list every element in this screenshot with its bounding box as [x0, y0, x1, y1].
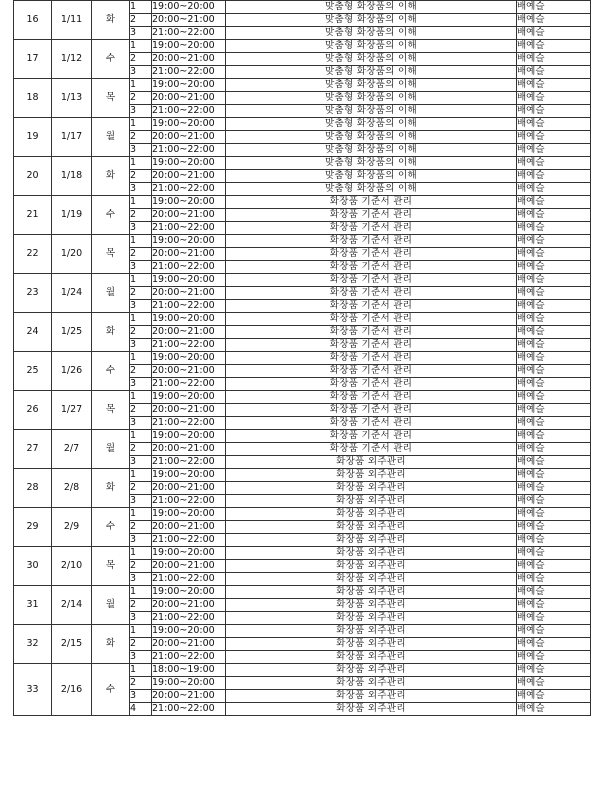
session-topic: 맞춤형 화장품의 이해 — [226, 66, 517, 79]
session-topic: 화장품 외주관리 — [226, 495, 517, 508]
session-topic: 화장품 외주관리 — [226, 599, 517, 612]
session-topic: 화장품 기준서 관리 — [226, 365, 517, 378]
session-topic: 화장품 기준서 관리 — [226, 326, 517, 339]
session-instructor: 배예슬 — [517, 443, 591, 456]
session-time: 20:00~21:00 — [152, 131, 226, 144]
session-instructor: 배예슬 — [517, 14, 591, 27]
session-topic: 맞춤형 화장품의 이해 — [226, 144, 517, 157]
session-number: 3 — [130, 690, 152, 703]
session-number: 2 — [130, 248, 152, 261]
lesson-date: 1/18 — [52, 157, 92, 196]
session-topic: 맞춤형 화장품의 이해 — [226, 53, 517, 66]
session-time: 20:00~21:00 — [152, 14, 226, 27]
lesson-date: 2/16 — [52, 664, 92, 716]
table-row — [14, 40, 591, 53]
lesson-date: 2/9 — [52, 508, 92, 547]
lesson-number: 19 — [14, 118, 52, 157]
lesson-number: 29 — [14, 508, 52, 547]
lesson-weekday: 화 — [92, 313, 130, 352]
session-instructor: 배예슬 — [517, 365, 591, 378]
table-row — [14, 79, 591, 92]
session-time: 19:00~20:00 — [152, 677, 226, 690]
session-number: 3 — [130, 456, 152, 469]
session-number: 2 — [130, 560, 152, 573]
session-topic: 화장품 기준서 관리 — [226, 313, 517, 326]
session-number: 1 — [130, 40, 152, 53]
session-instructor: 배예슬 — [517, 261, 591, 274]
lesson-weekday: 월 — [92, 430, 130, 469]
lesson-date: 1/19 — [52, 196, 92, 235]
lesson-weekday: 월 — [92, 274, 130, 313]
session-instructor: 배예슬 — [517, 53, 591, 66]
session-time: 20:00~21:00 — [152, 170, 226, 183]
table-row — [14, 313, 591, 326]
session-time: 20:00~21:00 — [152, 248, 226, 261]
session-number: 2 — [130, 209, 152, 222]
session-time: 21:00~22:00 — [152, 534, 226, 547]
session-time: 19:00~20:00 — [152, 547, 226, 560]
lesson-number: 17 — [14, 40, 52, 79]
session-topic: 화장품 기준서 관리 — [226, 352, 517, 365]
session-number: 3 — [130, 183, 152, 196]
session-number: 3 — [130, 534, 152, 547]
session-instructor: 배예슬 — [517, 300, 591, 313]
session-time: 21:00~22:00 — [152, 495, 226, 508]
session-time: 21:00~22:00 — [152, 703, 226, 716]
session-instructor: 배예슬 — [517, 599, 591, 612]
session-time: 20:00~21:00 — [152, 521, 226, 534]
session-instructor: 배예슬 — [517, 105, 591, 118]
session-number: 1 — [130, 1, 152, 14]
session-number: 3 — [130, 378, 152, 391]
session-number: 1 — [130, 118, 152, 131]
session-instructor: 배예슬 — [517, 677, 591, 690]
session-topic: 화장품 기준서 관리 — [226, 248, 517, 261]
lesson-number: 23 — [14, 274, 52, 313]
session-time: 21:00~22:00 — [152, 183, 226, 196]
session-instructor: 배예슬 — [517, 573, 591, 586]
session-topic: 화장품 외주관리 — [226, 456, 517, 469]
lesson-date: 2/14 — [52, 586, 92, 625]
session-topic: 화장품 외주관리 — [226, 534, 517, 547]
lesson-weekday: 수 — [92, 664, 130, 716]
session-topic: 맞춤형 화장품의 이해 — [226, 27, 517, 40]
session-time: 20:00~21:00 — [152, 482, 226, 495]
session-number: 1 — [130, 508, 152, 521]
session-number: 3 — [130, 300, 152, 313]
session-topic: 화장품 기준서 관리 — [226, 339, 517, 352]
lesson-date: 1/27 — [52, 391, 92, 430]
session-instructor: 배예슬 — [517, 534, 591, 547]
lesson-date: 2/15 — [52, 625, 92, 664]
session-instructor: 배예슬 — [517, 508, 591, 521]
session-instructor: 배예슬 — [517, 209, 591, 222]
session-number: 3 — [130, 495, 152, 508]
session-instructor: 배예슬 — [517, 391, 591, 404]
lesson-number: 28 — [14, 469, 52, 508]
session-instructor: 배예슬 — [517, 274, 591, 287]
lesson-number: 25 — [14, 352, 52, 391]
session-time: 21:00~22:00 — [152, 300, 226, 313]
session-number: 1 — [130, 547, 152, 560]
session-number: 1 — [130, 430, 152, 443]
table-row — [14, 430, 591, 443]
session-topic: 화장품 외주관리 — [226, 677, 517, 690]
lesson-weekday: 목 — [92, 235, 130, 274]
session-number: 2 — [130, 131, 152, 144]
lesson-number: 24 — [14, 313, 52, 352]
session-instructor: 배예슬 — [517, 612, 591, 625]
session-instructor: 배예슬 — [517, 170, 591, 183]
session-topic: 화장품 외주관리 — [226, 547, 517, 560]
session-time: 21:00~22:00 — [152, 339, 226, 352]
table-row — [14, 586, 591, 599]
session-instructor: 배예슬 — [517, 92, 591, 105]
session-instructor: 배예슬 — [517, 339, 591, 352]
session-topic: 화장품 기준서 관리 — [226, 378, 517, 391]
session-topic: 맞춤형 화장품의 이해 — [226, 1, 517, 14]
session-instructor: 배예슬 — [517, 287, 591, 300]
session-number: 3 — [130, 651, 152, 664]
lesson-weekday: 수 — [92, 508, 130, 547]
table-row — [14, 235, 591, 248]
session-time: 20:00~21:00 — [152, 560, 226, 573]
session-time: 21:00~22:00 — [152, 27, 226, 40]
session-time: 20:00~21:00 — [152, 53, 226, 66]
session-topic: 화장품 외주관리 — [226, 521, 517, 534]
session-topic: 화장품 외주관리 — [226, 625, 517, 638]
session-time: 21:00~22:00 — [152, 417, 226, 430]
session-number: 2 — [130, 521, 152, 534]
session-time: 20:00~21:00 — [152, 443, 226, 456]
session-instructor: 배예슬 — [517, 248, 591, 261]
session-topic: 화장품 외주관리 — [226, 482, 517, 495]
session-instructor: 배예슬 — [517, 690, 591, 703]
session-instructor: 배예슬 — [517, 469, 591, 482]
lesson-weekday: 수 — [92, 40, 130, 79]
session-instructor: 배예슬 — [517, 1, 591, 14]
session-topic: 맞춤형 화장품의 이해 — [226, 157, 517, 170]
session-topic: 화장품 기준서 관리 — [226, 287, 517, 300]
session-instructor: 배예슬 — [517, 703, 591, 716]
session-number: 3 — [130, 573, 152, 586]
table-row — [14, 391, 591, 404]
lesson-date: 1/13 — [52, 79, 92, 118]
session-number: 1 — [130, 313, 152, 326]
lesson-date: 1/12 — [52, 40, 92, 79]
session-instructor: 배예슬 — [517, 27, 591, 40]
session-number: 3 — [130, 417, 152, 430]
lesson-date: 2/10 — [52, 547, 92, 586]
session-time: 19:00~20:00 — [152, 352, 226, 365]
session-instructor: 배예슬 — [517, 586, 591, 599]
session-instructor: 배예슬 — [517, 144, 591, 157]
session-time: 21:00~22:00 — [152, 66, 226, 79]
lesson-number: 18 — [14, 79, 52, 118]
session-topic: 맞춤형 화장품의 이해 — [226, 79, 517, 92]
session-time: 19:00~20:00 — [152, 430, 226, 443]
session-topic: 화장품 기준서 관리 — [226, 261, 517, 274]
session-number: 3 — [130, 261, 152, 274]
session-instructor: 배예슬 — [517, 547, 591, 560]
session-number: 1 — [130, 274, 152, 287]
session-time: 19:00~20:00 — [152, 313, 226, 326]
session-topic: 화장품 기준서 관리 — [226, 274, 517, 287]
session-time: 20:00~21:00 — [152, 209, 226, 222]
lesson-date: 2/7 — [52, 430, 92, 469]
session-topic: 화장품 외주관리 — [226, 703, 517, 716]
session-time: 20:00~21:00 — [152, 92, 226, 105]
session-instructor: 배예슬 — [517, 456, 591, 469]
lesson-date: 1/11 — [52, 1, 92, 40]
table-row — [14, 118, 591, 131]
lesson-weekday: 수 — [92, 352, 130, 391]
session-number: 2 — [130, 638, 152, 651]
session-number: 1 — [130, 625, 152, 638]
session-topic: 화장품 외주관리 — [226, 638, 517, 651]
session-number: 3 — [130, 222, 152, 235]
session-time: 19:00~20:00 — [152, 469, 226, 482]
session-time: 19:00~20:00 — [152, 274, 226, 287]
session-instructor: 배예슬 — [517, 521, 591, 534]
session-time: 19:00~20:00 — [152, 79, 226, 92]
lesson-weekday: 목 — [92, 547, 130, 586]
session-time: 21:00~22:00 — [152, 456, 226, 469]
session-instructor: 배예슬 — [517, 430, 591, 443]
table-row — [14, 352, 591, 365]
session-instructor: 배예슬 — [517, 664, 591, 677]
table-row — [14, 625, 591, 638]
table-row — [14, 547, 591, 560]
session-time: 18:00~19:00 — [152, 664, 226, 677]
schedule-body — [14, 1, 591, 716]
schedule-table — [13, 0, 591, 716]
session-topic: 화장품 기준서 관리 — [226, 430, 517, 443]
session-number: 2 — [130, 404, 152, 417]
session-topic: 맞춤형 화장품의 이해 — [226, 183, 517, 196]
session-number: 3 — [130, 144, 152, 157]
session-time: 21:00~22:00 — [152, 378, 226, 391]
session-instructor: 배예슬 — [517, 625, 591, 638]
session-instructor: 배예슬 — [517, 651, 591, 664]
session-time: 19:00~20:00 — [152, 586, 226, 599]
table-row — [14, 157, 591, 170]
session-number: 3 — [130, 27, 152, 40]
session-number: 2 — [130, 443, 152, 456]
lesson-weekday: 목 — [92, 391, 130, 430]
session-topic: 화장품 외주관리 — [226, 586, 517, 599]
session-time: 21:00~22:00 — [152, 105, 226, 118]
session-instructor: 배예슬 — [517, 183, 591, 196]
session-instructor: 배예슬 — [517, 495, 591, 508]
session-topic: 화장품 기준서 관리 — [226, 196, 517, 209]
session-number: 1 — [130, 391, 152, 404]
lesson-date: 1/17 — [52, 118, 92, 157]
session-time: 20:00~21:00 — [152, 365, 226, 378]
session-time: 19:00~20:00 — [152, 1, 226, 14]
session-instructor: 배예슬 — [517, 222, 591, 235]
session-time: 19:00~20:00 — [152, 625, 226, 638]
lesson-number: 16 — [14, 1, 52, 40]
session-number: 2 — [130, 677, 152, 690]
lesson-weekday: 화 — [92, 625, 130, 664]
table-row — [14, 469, 591, 482]
lesson-weekday: 화 — [92, 157, 130, 196]
session-time: 19:00~20:00 — [152, 40, 226, 53]
session-topic: 화장품 기준서 관리 — [226, 235, 517, 248]
session-time: 19:00~20:00 — [152, 508, 226, 521]
session-instructor: 배예슬 — [517, 482, 591, 495]
session-time: 21:00~22:00 — [152, 222, 226, 235]
session-topic: 화장품 외주관리 — [226, 690, 517, 703]
session-topic: 맞춤형 화장품의 이해 — [226, 92, 517, 105]
session-instructor: 배예슬 — [517, 157, 591, 170]
session-number: 4 — [130, 703, 152, 716]
lesson-weekday: 화 — [92, 469, 130, 508]
session-instructor: 배예슬 — [517, 560, 591, 573]
session-time: 19:00~20:00 — [152, 118, 226, 131]
session-number: 1 — [130, 157, 152, 170]
session-instructor: 배예슬 — [517, 352, 591, 365]
table-row — [14, 274, 591, 287]
session-number: 1 — [130, 196, 152, 209]
session-topic: 화장품 외주관리 — [226, 664, 517, 677]
lesson-date: 1/20 — [52, 235, 92, 274]
session-number: 2 — [130, 326, 152, 339]
session-number: 2 — [130, 287, 152, 300]
session-number: 1 — [130, 352, 152, 365]
session-number: 2 — [130, 170, 152, 183]
session-number: 2 — [130, 599, 152, 612]
lesson-number: 30 — [14, 547, 52, 586]
session-time: 20:00~21:00 — [152, 690, 226, 703]
session-topic: 화장품 외주관리 — [226, 651, 517, 664]
session-time: 19:00~20:00 — [152, 235, 226, 248]
lesson-date: 1/24 — [52, 274, 92, 313]
session-number: 3 — [130, 339, 152, 352]
session-topic: 화장품 외주관리 — [226, 560, 517, 573]
session-instructor: 배예슬 — [517, 638, 591, 651]
session-time: 21:00~22:00 — [152, 573, 226, 586]
session-instructor: 배예슬 — [517, 326, 591, 339]
session-time: 19:00~20:00 — [152, 391, 226, 404]
lesson-number: 21 — [14, 196, 52, 235]
session-instructor: 배예슬 — [517, 131, 591, 144]
lesson-weekday: 목 — [92, 79, 130, 118]
lesson-date: 2/8 — [52, 469, 92, 508]
session-time: 21:00~22:00 — [152, 261, 226, 274]
session-instructor: 배예슬 — [517, 404, 591, 417]
session-topic: 화장품 외주관리 — [226, 469, 517, 482]
session-topic: 화장품 기준서 관리 — [226, 300, 517, 313]
lesson-weekday: 수 — [92, 196, 130, 235]
session-time: 20:00~21:00 — [152, 638, 226, 651]
session-time: 21:00~22:00 — [152, 144, 226, 157]
session-time: 19:00~20:00 — [152, 157, 226, 170]
session-topic: 화장품 기준서 관리 — [226, 417, 517, 430]
session-time: 19:00~20:00 — [152, 196, 226, 209]
session-topic: 화장품 기준서 관리 — [226, 391, 517, 404]
session-instructor: 배예슬 — [517, 235, 591, 248]
session-number: 2 — [130, 14, 152, 27]
session-instructor: 배예슬 — [517, 378, 591, 391]
session-number: 1 — [130, 469, 152, 482]
session-topic: 화장품 기준서 관리 — [226, 222, 517, 235]
lesson-date: 1/26 — [52, 352, 92, 391]
session-time: 20:00~21:00 — [152, 404, 226, 417]
session-time: 21:00~22:00 — [152, 651, 226, 664]
session-topic: 화장품 외주관리 — [226, 508, 517, 521]
session-number: 3 — [130, 66, 152, 79]
session-time: 20:00~21:00 — [152, 326, 226, 339]
session-instructor: 배예슬 — [517, 66, 591, 79]
session-topic: 화장품 외주관리 — [226, 573, 517, 586]
table-row — [14, 196, 591, 209]
session-number: 1 — [130, 586, 152, 599]
lesson-weekday: 월 — [92, 586, 130, 625]
session-instructor: 배예슬 — [517, 196, 591, 209]
lesson-number: 31 — [14, 586, 52, 625]
session-time: 20:00~21:00 — [152, 287, 226, 300]
session-topic: 맞춤형 화장품의 이해 — [226, 105, 517, 118]
lesson-date: 1/25 — [52, 313, 92, 352]
session-number: 3 — [130, 105, 152, 118]
session-topic: 맞춤형 화장품의 이해 — [226, 170, 517, 183]
session-topic: 맞춤형 화장품의 이해 — [226, 118, 517, 131]
session-topic: 화장품 기준서 관리 — [226, 443, 517, 456]
lesson-number: 33 — [14, 664, 52, 716]
table-row — [14, 1, 591, 14]
lesson-weekday: 월 — [92, 118, 130, 157]
lesson-number: 20 — [14, 157, 52, 196]
lesson-number: 32 — [14, 625, 52, 664]
session-topic: 맞춤형 화장품의 이해 — [226, 14, 517, 27]
session-topic: 화장품 외주관리 — [226, 612, 517, 625]
session-time: 20:00~21:00 — [152, 599, 226, 612]
session-topic: 맞춤형 화장품의 이해 — [226, 131, 517, 144]
session-number: 2 — [130, 482, 152, 495]
table-row — [14, 664, 591, 677]
lesson-number: 27 — [14, 430, 52, 469]
session-number: 3 — [130, 612, 152, 625]
session-topic: 맞춤형 화장품의 이해 — [226, 40, 517, 53]
lesson-number: 26 — [14, 391, 52, 430]
session-number: 2 — [130, 92, 152, 105]
session-instructor: 배예슬 — [517, 118, 591, 131]
session-time: 21:00~22:00 — [152, 612, 226, 625]
session-number: 2 — [130, 53, 152, 66]
session-instructor: 배예슬 — [517, 40, 591, 53]
lesson-weekday: 화 — [92, 1, 130, 40]
session-number: 2 — [130, 365, 152, 378]
session-topic: 화장품 기준서 관리 — [226, 404, 517, 417]
session-number: 1 — [130, 664, 152, 677]
session-instructor: 배예슬 — [517, 313, 591, 326]
lesson-number: 22 — [14, 235, 52, 274]
table-row — [14, 508, 591, 521]
session-topic: 화장품 기준서 관리 — [226, 209, 517, 222]
session-number: 1 — [130, 235, 152, 248]
session-instructor: 배예슬 — [517, 79, 591, 92]
session-number: 1 — [130, 79, 152, 92]
session-instructor: 배예슬 — [517, 417, 591, 430]
